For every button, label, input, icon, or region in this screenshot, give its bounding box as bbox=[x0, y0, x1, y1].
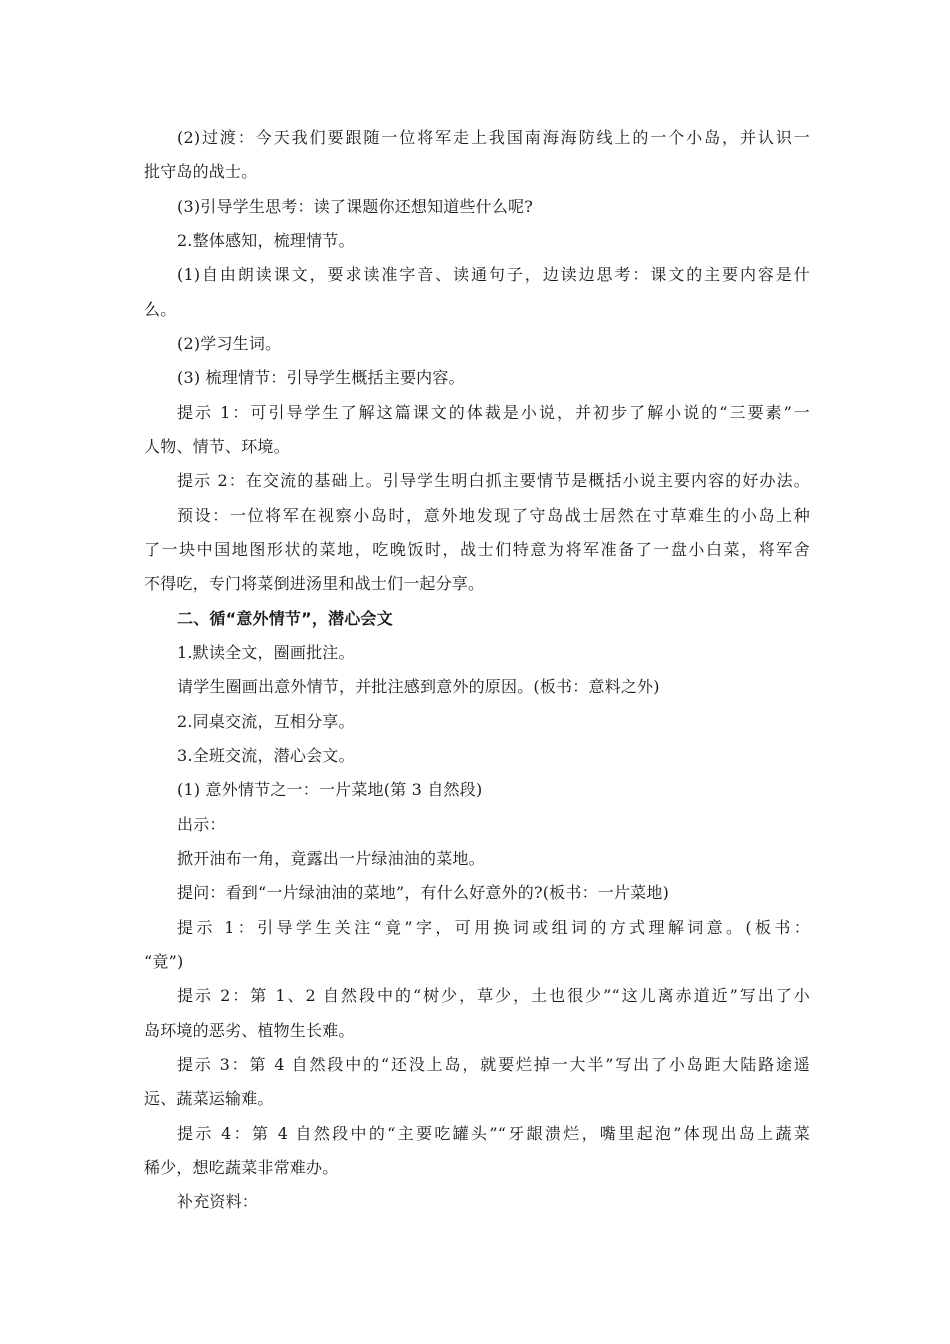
paragraph-line: 了一块中国地图形状的菜地，吃晚饭时，战士们特意为将军准备了一盘小白菜，将军舍 bbox=[144, 540, 810, 559]
section-heading: 二、循“意外情节”，潜心会文 bbox=[177, 609, 393, 628]
paragraph-line: 提示 1：可引导学生了解这篇课文的体裁是小说，并初步了解小说的“三要素”一 bbox=[177, 403, 810, 422]
paragraph-line: “竟”) bbox=[144, 952, 184, 971]
paragraph-line: 远、蔬菜运输难。 bbox=[144, 1089, 274, 1108]
paragraph-line: 请学生圈画出意外情节，并批注感到意外的原因。(板书：意料之外) bbox=[177, 677, 660, 696]
paragraph-line: 不得吃，专门将菜倒进汤里和战士们一起分享。 bbox=[144, 574, 485, 593]
paragraph-line: 3.全班交流，潜心会文。 bbox=[177, 746, 355, 765]
paragraph-line: 补充资料： bbox=[177, 1192, 259, 1211]
paragraph-line: (3) 梳理情节：引导学生概括主要内容。 bbox=[177, 368, 465, 387]
paragraph-line: 人物、情节、环境。 bbox=[144, 437, 290, 456]
paragraph-line: 2.同桌交流，互相分享。 bbox=[177, 712, 355, 731]
paragraph-line: 1.默读全文，圈画批注。 bbox=[177, 643, 355, 662]
paragraph-line: 提示 2：在交流的基础上。引导学生明白抓主要情节是概括小说主要内容的好办法。 bbox=[177, 471, 810, 490]
paragraph-line: 么。 bbox=[144, 300, 177, 319]
paragraph-line: 岛环境的恶劣、植物生长难。 bbox=[144, 1021, 355, 1040]
paragraph-line: 2.整体感知，梳理情节。 bbox=[177, 231, 355, 250]
paragraph-line: 出示： bbox=[177, 815, 226, 834]
paragraph-line: 提示 2：第 1、2 自然段中的“树少，草少，土也很少”“这儿离赤道近”写出了小 bbox=[177, 986, 810, 1005]
paragraph-line: (1) 意外情节之一：一片菜地(第 3 自然段) bbox=[177, 780, 483, 799]
paragraph-line: 提示 4：第 4 自然段中的“主要吃罐头”“牙龈溃烂，嘴里起泡”体现出岛上蔬菜 bbox=[177, 1124, 810, 1143]
paragraph-line: 稀少，想吃蔬菜非常难办。 bbox=[144, 1158, 339, 1177]
paragraph-line: 预设：一位将军在视察小岛时，意外地发现了守岛战士居然在寸草难生的小岛上种 bbox=[177, 506, 810, 525]
paragraph-line: 提示 3：第 4 自然段中的“还没上岛，就要烂掉一大半”写出了小岛距大陆路途遥 bbox=[177, 1055, 810, 1074]
paragraph-line: (3)引导学生思考：读了课题你还想知道些什么呢? bbox=[177, 197, 534, 216]
paragraph-line: 掀开油布一角，竟露出一片绿油油的菜地。 bbox=[177, 849, 485, 868]
paragraph-line: 提问：看到“一片绿油油的菜地”，有什么好意外的?(板书：一片菜地) bbox=[177, 883, 670, 902]
paragraph-line: (1)自由朗读课文，要求读准字音、读通句子，边读边思考：课文的主要内容是什 bbox=[177, 265, 810, 284]
paragraph-line: (2)过渡：今天我们要跟随一位将军走上我国南海海防线上的一个小岛，并认识一 bbox=[177, 128, 810, 147]
paragraph-line: 提示 1：引导学生关注“竟”字，可用换词或组词的方式理解词意。(板书： bbox=[177, 918, 810, 937]
paragraph-line: 批守岛的战士。 bbox=[144, 162, 258, 181]
paragraph-line: (2)学习生词。 bbox=[177, 334, 282, 353]
